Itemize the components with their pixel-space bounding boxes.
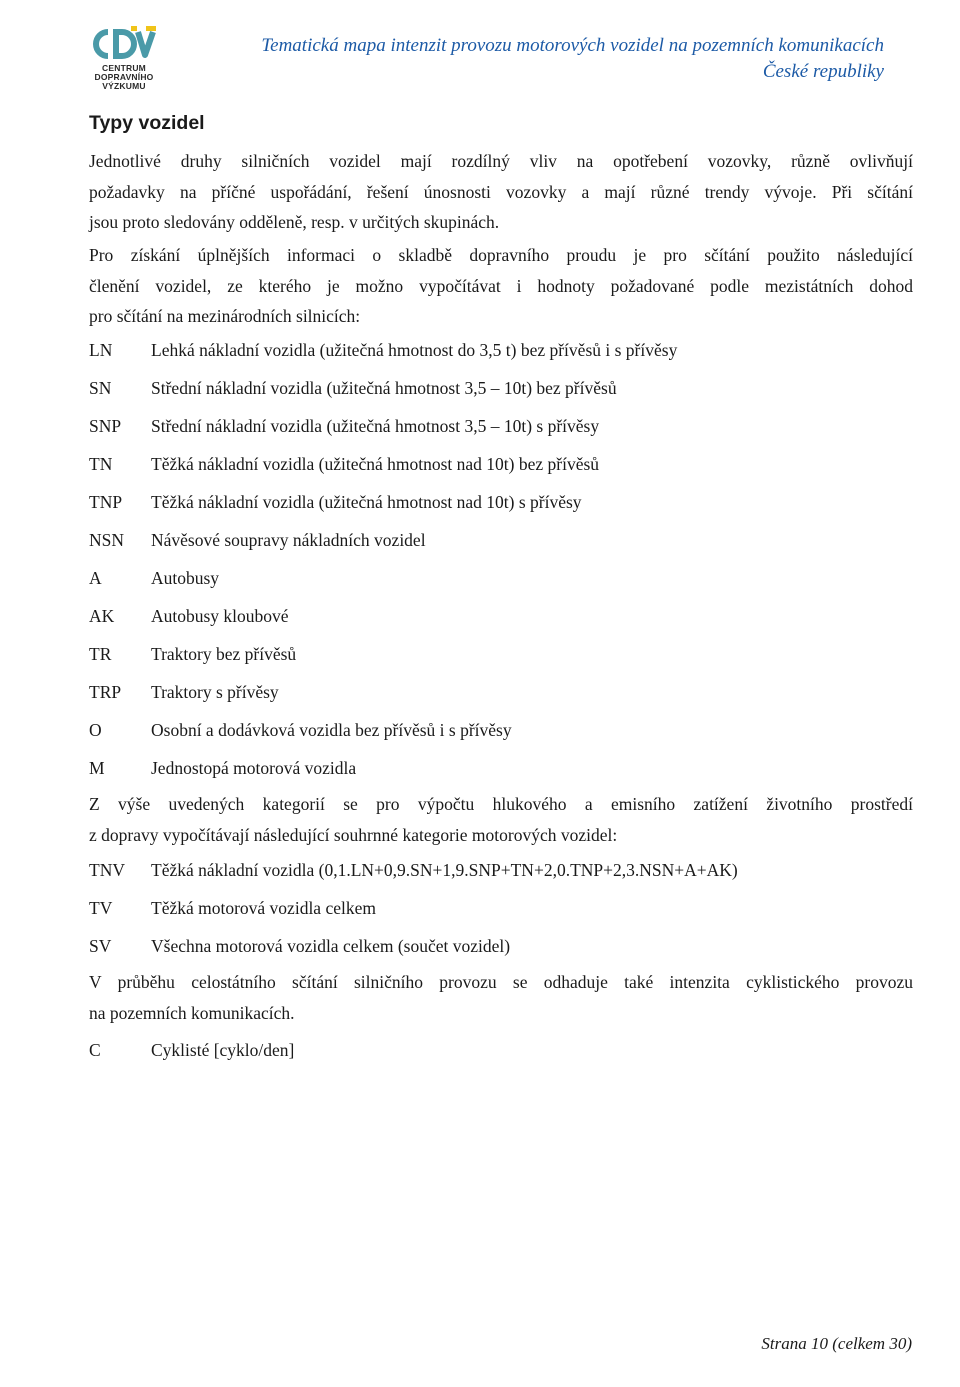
logo-line-1: CENTRUM	[102, 63, 146, 73]
category-code: NSN	[89, 530, 125, 550]
paragraph-line: Jednotlivé druhy silničních vozidel mají rozdílný vliv na opotřebení vozovky, různě ovlivňují	[89, 151, 913, 171]
paragraph-line: požadavky na příčné uspořádání, řešení únosnosti vozovky a mají různé trendy vývoje. Při sčítání	[89, 181, 913, 202]
category-description: Osobní a dodávková vozidla bez přívěsů i s přívěsy	[151, 720, 512, 740]
category-code: TNV	[89, 860, 125, 880]
category-description: Těžká motorová vozidla celkem	[151, 898, 376, 918]
category-code: TRP	[89, 682, 122, 702]
category-row-a	[89, 563, 919, 593]
header-title-line-1: Tematická mapa intenzit provozu motorových vozidel na pozemních komunikacích	[261, 35, 884, 56]
category-row-tnp	[89, 487, 919, 517]
category-description: Traktory s přívěsy	[151, 682, 279, 702]
paragraph-line: pro sčítání na mezinárodních silnicích:	[89, 306, 361, 326]
category-row-snp	[89, 411, 919, 441]
category-row-tr	[89, 639, 919, 669]
category-code: SNP	[89, 416, 122, 436]
category-description: Lehká nákladní vozidla (užitečná hmotnost do 3,5 t) bez přívěsů i s přívěsy	[151, 340, 678, 360]
category-row-sn	[89, 373, 919, 403]
paragraph-line: jsou proto sledovány odděleně, resp. v určitých skupinách.	[89, 212, 500, 232]
header-title-line-2: České republiky	[762, 61, 884, 82]
category-description: Střední nákladní vozidla (užitečná hmotnost 3,5 – 10t) bez přívěsů	[151, 378, 617, 398]
cdv-logo	[86, 24, 162, 96]
category-code: TV	[89, 898, 113, 918]
category-description: Jednostopá motorová vozidla	[151, 758, 357, 778]
category-description: Autobusy kloubové	[151, 606, 289, 626]
category-description: Střední nákladní vozidla (užitečná hmotnost 3,5 – 10t) s přívěsy	[151, 416, 600, 436]
category-row-nsn	[89, 525, 919, 555]
paragraph-line: z dopravy vypočítávají následující souhrnné kategorie motorových vozidel:	[89, 824, 618, 845]
category-description: Traktory bez přívěsů	[151, 644, 297, 664]
paragraph-line: na pozemních komunikacích.	[89, 1002, 295, 1023]
category-description: Všechna motorová vozidla celkem (součet vozidel)	[151, 936, 511, 956]
category-row-trp	[89, 677, 919, 707]
logo-text	[86, 64, 162, 91]
summary-paragraph	[89, 789, 913, 850]
category-code: M	[89, 758, 105, 778]
category-description: Těžká nákladní vozidla (0,1.LN+0,9.SN+1,9.SNP+TN+2,0.TNP+2,3.NSN+A+AK)	[151, 860, 738, 880]
header-title	[261, 33, 884, 85]
category-row-o	[89, 715, 919, 745]
category-code: TR	[89, 644, 112, 664]
category-code: O	[89, 720, 102, 740]
category-row-tn	[89, 449, 919, 479]
category-code: TNP	[89, 492, 123, 512]
category-description: Návěsové soupravy nákladních vozidel	[151, 530, 426, 550]
summary-row-sv	[89, 931, 919, 961]
category-code: SN	[89, 378, 112, 398]
summary-row-tv	[89, 893, 919, 923]
logo-line-2: DOPRAVNÍHO	[94, 72, 154, 82]
category-row-ln	[89, 335, 919, 365]
category-code: TN	[89, 454, 113, 474]
paragraph-line: Pro získání úplnějších informaci o skladbě dopravního proudu je pro sčítání použito následující	[89, 245, 913, 265]
category-code: SV	[89, 936, 112, 956]
category-description: Autobusy	[151, 568, 220, 588]
cyclists-paragraph	[89, 967, 913, 1028]
classification-paragraph	[89, 240, 913, 332]
paragraph-line: V průběhu celostátního sčítání silničního provozu se odhaduje také intenzita cyklistického provozu	[89, 972, 913, 992]
category-description: Těžká nákladní vozidla (užitečná hmotnost nad 10t) s přívěsy	[151, 492, 582, 512]
section-heading: Typy vozidel	[89, 112, 205, 134]
logo-line-3: VÝZKUMU	[102, 81, 146, 91]
paragraph-line: členění vozidel, ze kterého je možno vypočítávat i hodnoty požadované podle mezistátních dohod	[89, 275, 913, 296]
category-row-ak	[89, 601, 919, 631]
category-code: C	[89, 1040, 101, 1060]
page-number: Strana 10 (celkem 30)	[761, 1334, 912, 1353]
category-code: AK	[89, 606, 115, 626]
intro-paragraph	[89, 146, 913, 238]
category-row-m	[89, 753, 919, 783]
category-code: A	[89, 568, 102, 588]
summary-row-tnv	[89, 855, 919, 885]
category-description: Těžká nákladní vozidla (užitečná hmotnost nad 10t) bez přívěsů	[151, 454, 600, 474]
category-description: Cyklisté [cyklo/den]	[151, 1040, 295, 1060]
category-row-c	[89, 1035, 919, 1065]
paragraph-line: Z výše uvedených kategorií se pro výpočtu hlukového a emisního zatížení životního prostředí	[89, 794, 913, 814]
cdv-logo-mark	[86, 24, 162, 64]
category-code: LN	[89, 340, 113, 360]
